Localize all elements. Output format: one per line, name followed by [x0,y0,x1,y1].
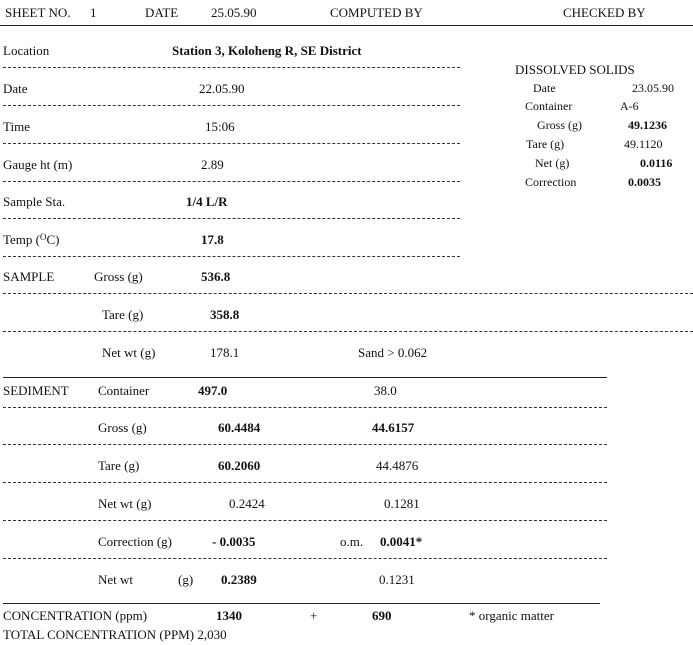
date-field-value: 22.05.90 [199,81,245,96]
sample-gross-value: 536.8 [201,269,231,284]
temp-label-sup: O [40,232,47,242]
sediment-net2-unit: (g) [178,572,194,587]
sediment-correction-label: Correction (g) [98,534,173,549]
divider [3,331,693,332]
sediment-gross-label: Gross (g) [98,420,147,435]
concentration-b: 690 [372,608,392,623]
sand-label: Sand > 0.062 [358,345,428,360]
ds-net-value: 0.0116 [640,156,673,170]
divider [3,67,460,68]
divider [3,105,460,106]
concentration-a: 1340 [216,608,242,623]
divider [3,143,460,144]
sediment-section-label: SEDIMENT [3,383,69,398]
sediment-tare-a: 60.2060 [218,458,261,473]
ds-tare-label: Tare (g) [526,137,565,151]
sample-section-label: SAMPLE [3,269,55,284]
temp-label [3,232,60,247]
ds-container-label: Container [525,99,573,113]
section-rule [3,603,600,604]
sediment-net2-label: Net wt [98,572,134,587]
sediment-tare-label: Tare (g) [98,458,140,473]
location-value: Station 3, Koloheng R, SE District [172,43,362,58]
sediment-gross-b: 44.6157 [372,420,415,435]
ds-gross-label: Gross (g) [537,118,582,132]
time-label: Time [3,119,30,134]
sediment-correction-b: 0.0041* [380,534,423,549]
sediment-net2-a: 0.2389 [221,572,257,587]
date-field-label: Date [3,81,28,96]
sediment-container-a: 497.0 [198,383,228,398]
header-date: 25.05.90 [211,5,257,20]
divider [3,407,607,408]
divider [3,293,693,294]
divider [3,218,460,219]
ds-container-value: A-6 [620,99,639,113]
sediment-tare-b: 44.4876 [376,458,419,473]
sediment-container-label: Container [98,383,150,398]
date-label: DATE [145,5,179,20]
sample-sta-value: 1/4 L/R [186,194,228,209]
sheet-no-label: SHEET NO. [5,5,71,20]
ds-correction-value: 0.0035 [628,175,661,189]
divider [3,444,607,445]
sediment-net-label: Net wt (g) [98,496,152,511]
ds-date-value: 23.05.90 [632,81,674,95]
sediment-container-b: 38.0 [374,383,397,398]
sediment-net2-b: 0.1231 [379,572,415,587]
computed-by-label: COMPUTED BY [330,5,423,20]
header-rule [0,25,693,26]
section-rule [3,377,607,378]
sample-net-value: 178.1 [210,345,240,360]
ds-net-label: Net (g) [535,156,570,170]
divider [3,256,460,257]
gauge-value: 2.89 [201,157,224,172]
sample-tare-label: Tare (g) [102,307,144,322]
time-value: 15:06 [205,119,235,134]
gauge-label: Gauge ht (m) [3,157,73,172]
ds-date-label: Date [533,81,556,95]
divider [3,482,607,483]
location-label: Location [3,43,50,58]
sample-sta-label: Sample Sta. [3,194,66,209]
plus-sign: + [310,608,318,623]
temp-value: 17.8 [201,232,224,247]
ds-gross-value: 49.1236 [628,118,667,132]
temp-label-pre: Temp ( [3,232,40,247]
sample-tare-value: 358.8 [210,307,240,322]
sheet-no: 1 [90,5,97,20]
temp-label-post: C) [46,232,60,247]
divider [3,520,607,521]
sediment-net-a: 0.2424 [229,496,265,511]
total-concentration: TOTAL CONCENTRATION (PPM) 2,030 [3,627,227,642]
dissolved-solids-title: DISSOLVED SOLIDS [515,62,635,77]
ds-correction-label: Correction [525,175,577,189]
divider [3,558,607,559]
concentration-label: CONCENTRATION (ppm) [3,608,148,623]
sample-gross-label: Gross (g) [94,269,143,284]
organic-matter-footnote: * organic matter [469,608,554,623]
sediment-gross-a: 60.4484 [218,420,261,435]
ds-tare-value: 49.1120 [624,137,663,151]
divider [3,181,460,182]
sediment-net-b: 0.1281 [384,496,420,511]
sediment-correction-a: - 0.0035 [212,534,256,549]
sample-net-label: Net wt (g) [102,345,156,360]
organic-matter-abbrev: o.m. [340,534,364,549]
checked-by-label: CHECKED BY [563,5,646,20]
